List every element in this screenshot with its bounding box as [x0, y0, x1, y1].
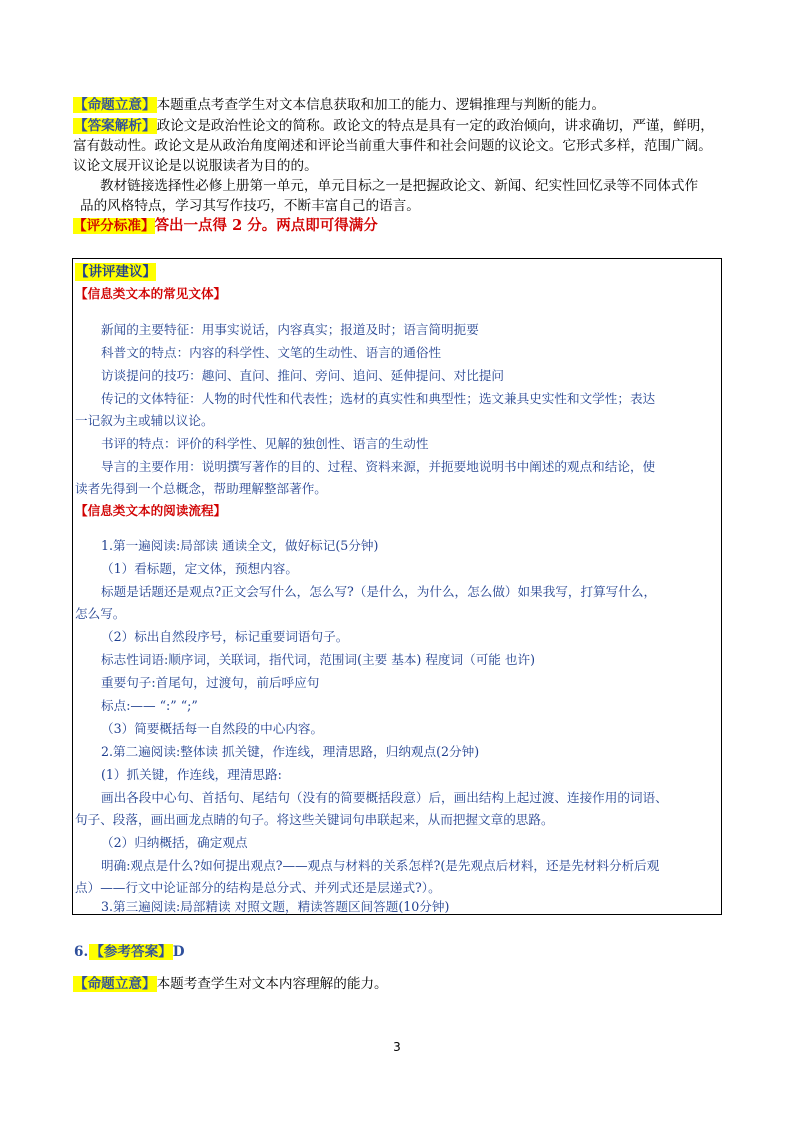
intent-text: 本题重点考查学生对文本信息获取和加工的能力、逻辑推理与判断的能力。	[156, 97, 606, 113]
intent-tag-2: 【命题立意】	[74, 976, 156, 992]
score-line	[73, 216, 378, 236]
question-number: 6.	[74, 944, 89, 960]
process-line: 2.第二遍阅读:整体读 抓关键，作连线，理清思路，归纳观点(2分钟)	[101, 744, 480, 759]
process-line: 3.第三遍阅读:局部精读 对照文题，精读答题区间答题(10分钟)	[101, 899, 450, 914]
intent-tag: 【命题立意】	[74, 97, 156, 113]
analysis-line-2: 富有鼓动性。政论文是从政治角度阐述和评论当前重大事件和社会问题的议论文。它形式多样，范围广阔。	[73, 138, 712, 154]
analysis-text-1: 政论文是政治性论文的简称。政论文的特点是具有一定的政治倾向，讲求确切，严谨，鲜明，	[156, 118, 714, 134]
intent-line	[73, 95, 605, 115]
lecture-suggestion-box	[72, 258, 722, 915]
process-line: （3）简要概括每一自然段的中心内容。	[101, 721, 324, 736]
process-line: （2）归纳概括，确定观点	[101, 835, 248, 850]
process-line: 标点:—— “:” “;”	[101, 698, 198, 713]
answer-value: D	[172, 944, 185, 960]
genre-line: 导言的主要作用：说明撰写著作的目的、过程、资料来源，并扼要地说明书中阐述的观点和结论，使	[101, 459, 656, 474]
genre-line: 一记叙为主或辅以议论。	[75, 413, 214, 428]
process-line: （2）标出自然段序号，标记重要词语句子。	[101, 629, 349, 644]
box-subheading-genres: 【信息类文本的常见文体】	[75, 286, 227, 301]
genre-line: 新闻的主要特征：用事实说话，内容真实；报道及时；语言简明扼要	[101, 322, 479, 337]
analysis-line-4: 教材链接选择性必修上册第一单元，单元目标之一是把握政论文、新闻、纪实性回忆录等不同体式作	[100, 178, 699, 194]
process-line: 画出各段中心句、首括句、尾结句（没有的简要概括段意）后，画出结构上起过渡、连接作用的词语、	[101, 790, 668, 805]
genre-line: 书评的特点：评价的科学性、见解的独创性、语言的生动性	[101, 436, 429, 451]
analysis-line-3: 议论文展开议论是以说服读者为目的的。	[73, 158, 318, 174]
analysis-tag: 【答案解析】	[74, 118, 156, 134]
question-6-answer-line	[73, 942, 185, 962]
genre-line: 访谈提问的技巧：趣问、直问、推问、旁问、追问、延伸提问、对比提问	[101, 368, 504, 383]
box-subheading-process: 【信息类文本的阅读流程】	[75, 503, 227, 518]
box-title: 【讲评建议】	[75, 264, 156, 280]
process-line: 句子、段落，画出画龙点睛的句子。将这些关键词句串联起来，从而把握文章的思路。	[75, 812, 554, 827]
process-line: 明确:观点是什么?如何提出观点?——观点与材料的关系怎样?(是先观点后材料，还是先材料分析后观	[101, 858, 660, 873]
genre-line: 读者先得到一个总概念，帮助理解整部著作。	[75, 481, 327, 496]
process-line: （1）看标题，定文体，预想内容。	[101, 561, 298, 576]
process-line: 标题是话题还是观点?正文会写什么，怎么写?（是什么，为什么，怎么做）如果我写，打算写什么，	[101, 584, 657, 599]
process-line: 1.第一遍阅读:局部读 通读全文，做好标记(5分钟)	[101, 538, 379, 553]
genre-line: 科普文的特点：内容的科学性、文笔的生动性、语言的通俗性	[101, 345, 442, 360]
score-text: 答出一点得 2 分。两点即可得满分	[154, 217, 378, 234]
genre-line: 传记的文体特征：人物的时代性和代表性；选材的真实性和典型性；选文兼具史实性和文学性；表达	[101, 391, 656, 406]
process-line: 标志性词语:顺序词，关联词，指代词，范围词(主要 基本) 程度词（可能 也许)	[101, 652, 535, 667]
process-line: 重要句子:首尾句，过渡句，前后呼应句	[101, 675, 320, 690]
intent-text-2: 本题考查学生对文本内容理解的能力。	[156, 976, 388, 992]
process-line: (1）抓关键，作连线，理清思路:	[101, 767, 282, 782]
analysis-line-5: 品的风格特点，学习其写作技巧，不断丰富自己的语言。	[80, 198, 420, 214]
intent-line-2	[73, 974, 388, 994]
process-line: 点）——行文中论证部分的结构是总分式、并列式还是层递式?）。	[75, 880, 441, 895]
answer-tag: 【参考答案】	[90, 944, 172, 960]
score-tag: 【评分标准】	[73, 218, 155, 234]
page-number: 3	[393, 1040, 401, 1054]
analysis-line-1	[73, 116, 714, 136]
process-line: 怎么写。	[75, 606, 126, 621]
